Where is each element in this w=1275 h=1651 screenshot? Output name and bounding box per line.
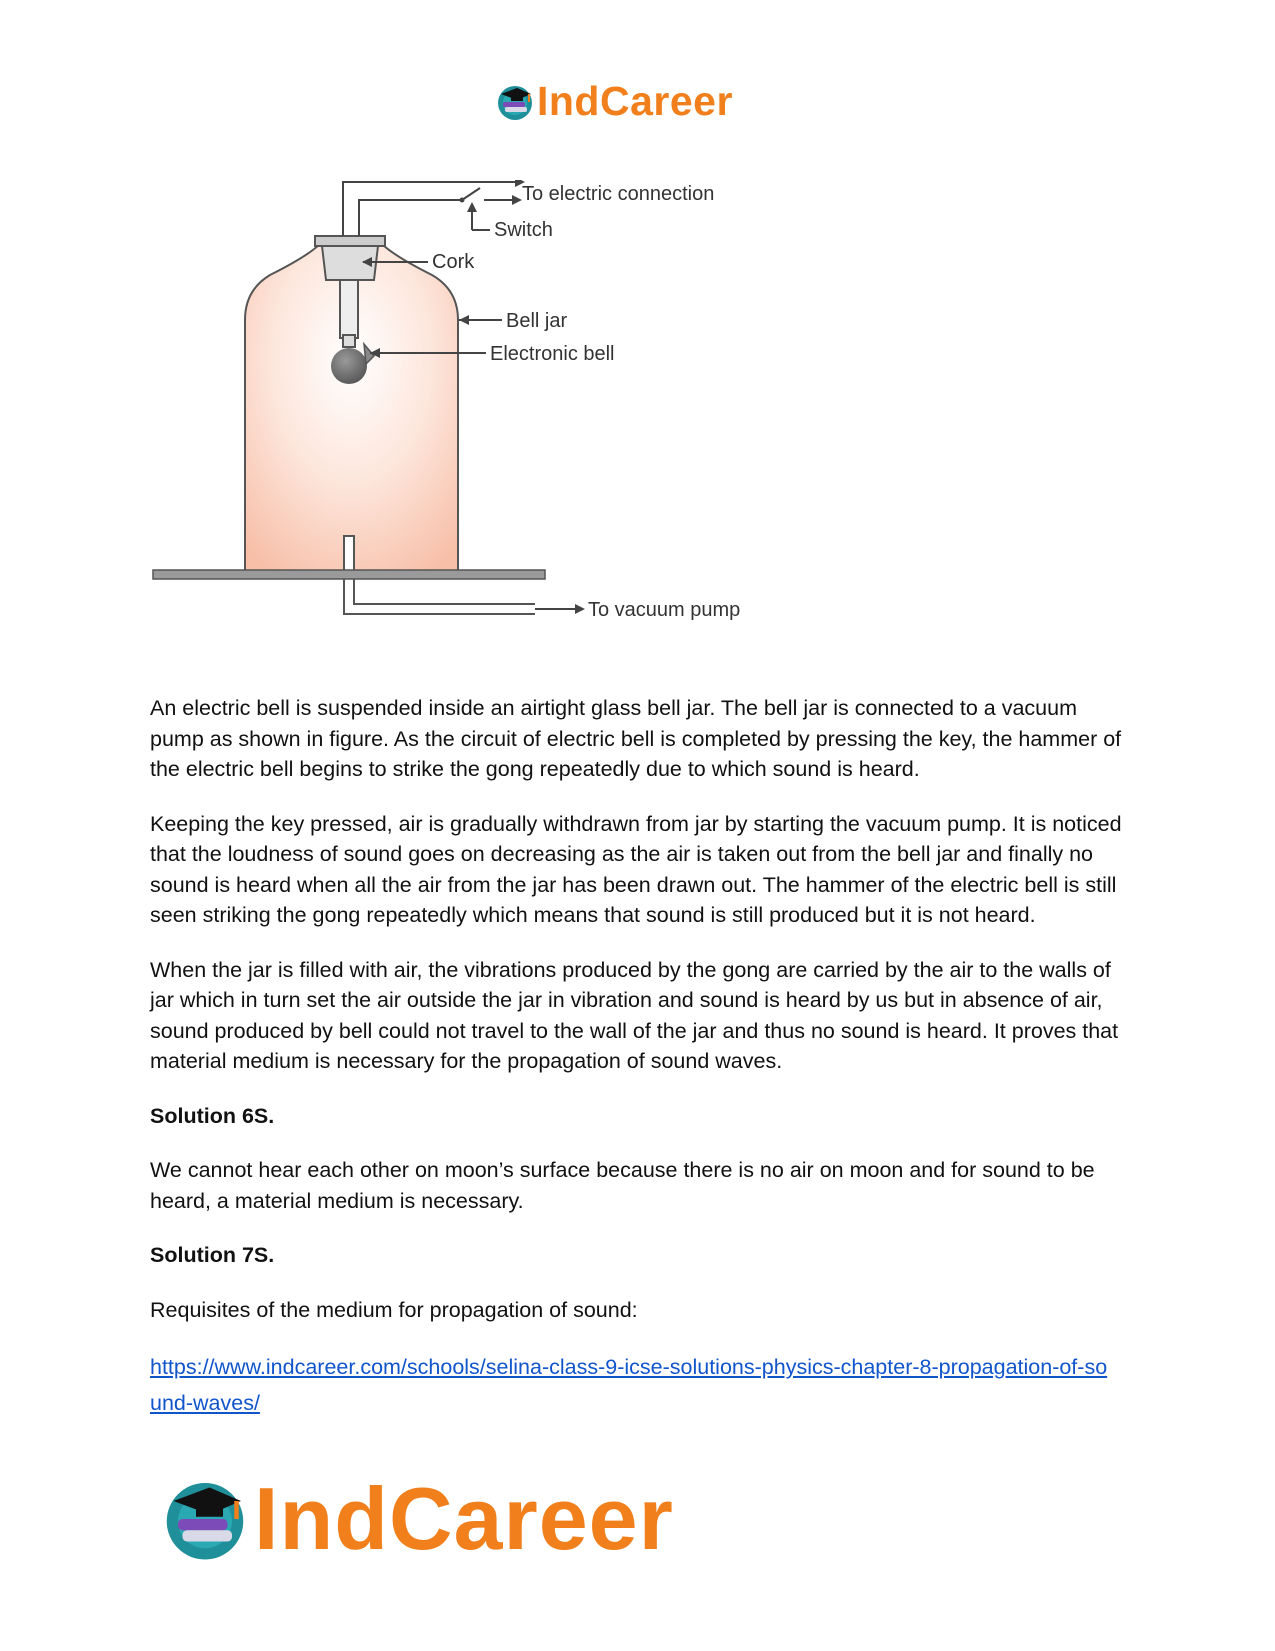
heading-solution-6s: Solution 6S.: [150, 1103, 275, 1128]
label-electronic-bell: Electronic bell: [490, 343, 615, 365]
graduation-cap-icon: [495, 82, 535, 122]
logo-text: IndCareer: [537, 78, 733, 124]
bell-jar-diagram: [150, 180, 770, 635]
logo-text: IndCareer: [254, 1469, 674, 1568]
source-link[interactable]: https://www.indcareer.com/schools/selina-class-9-icse-solutions-physics-chapter-8-propagation-of-sound-waves/: [150, 1355, 1108, 1415]
paragraph-medium-necessary: When the jar is filled with air, the vibrations produced by the gong are carried by the air to the walls of jar which in turn set the air outside the jar in vibration and sound is heard by us but in absence of air, sound produced by bell could not travel to the wall of the jar and thus no sound is heard. It proves that material medium is necessary for the propagation of sound waves.: [150, 957, 1119, 1073]
header-logo: [495, 78, 733, 125]
label-electric-connection: To electric connection: [522, 183, 715, 205]
label-switch: Switch: [494, 219, 553, 241]
paragraph-air-withdrawn: Keeping the key pressed, air is gradually withdrawn from jar by starting the vacuum pump. It is noticed that the loudness of sound goes on decreasing as the air is taken out from the bell jar and finally no sound is heard when all the air from the jar has been drawn out. The hammer of the electric bell is still seen striking the gong repeatedly which means that sound is still produced but it is not heard.: [150, 811, 1122, 927]
paragraph-solution-6s: We cannot hear each other on moon’s surface because there is no air on moon and for sound to be heard, a material medium is necessary.: [150, 1158, 1095, 1213]
base-plate: [153, 570, 545, 579]
graduation-cap-icon: [160, 1474, 250, 1564]
cork: [315, 236, 385, 280]
footer-logo: [160, 1468, 674, 1570]
electronic-bell: [331, 348, 367, 384]
paragraph-solution-7s: Requisites of the medium for propagation of sound:: [150, 1297, 638, 1322]
label-bell-jar: Bell jar: [506, 310, 568, 332]
label-cork: Cork: [432, 251, 475, 273]
paragraph-bell-jar-setup: An electric bell is suspended inside an airtight glass bell jar. The bell jar is connected to a vacuum pump as shown in figure. As the circuit of electric bell is completed by pressing the key, the hammer of the electric bell begins to strike the gong repeatedly due to which sound is heard.: [150, 696, 1122, 781]
label-vacuum-pump: To vacuum pump: [588, 599, 741, 621]
document-body: [150, 693, 1130, 1421]
heading-solution-7s: Solution 7S.: [150, 1243, 275, 1267]
